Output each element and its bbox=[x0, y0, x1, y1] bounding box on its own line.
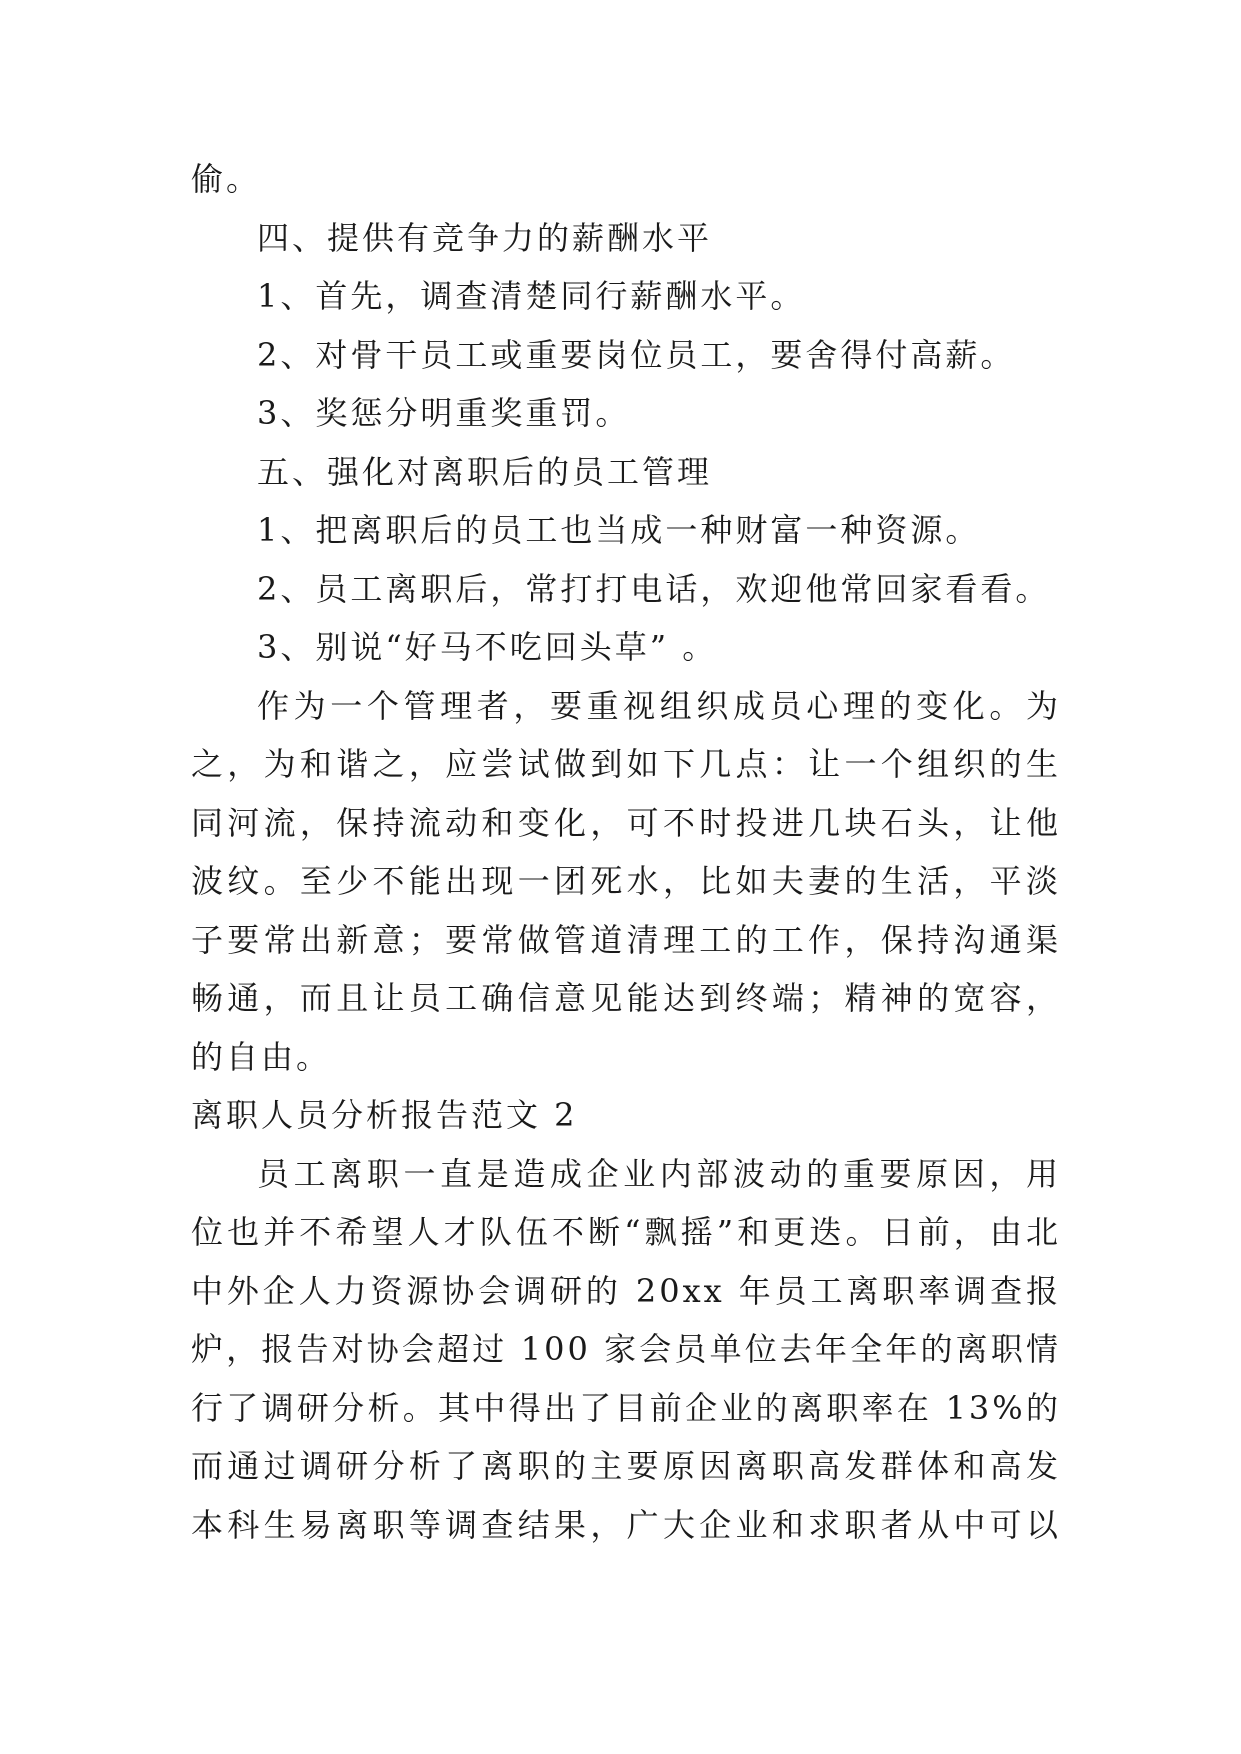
paragraph-line: 同河流，保持流动和变化，可不时投进几块石头，让他 bbox=[191, 803, 1061, 842]
list-item: 1、把离职后的员工也当成一种财富一种资源。 bbox=[257, 511, 981, 549]
paragraph-line: 之，为和谐之，应尝试做到如下几点：让一个组织的生 bbox=[191, 745, 1061, 783]
paragraph-line: 位也并不希望人才队伍不断“飘摇”和更迭。日前，由北 bbox=[191, 1213, 1061, 1251]
document-title: 离职人员分析报告范文 2 bbox=[191, 1096, 578, 1134]
paragraph-line: 畅通，而且让员工确信意见能达到终端；精神的宽容， bbox=[191, 979, 1061, 1017]
paragraph-line: 本科生易离职等调查结果，广大企业和求职者从中可以 bbox=[191, 1505, 1061, 1544]
paragraph-line: 的自由。 bbox=[191, 1037, 332, 1076]
paragraph-line: 子要常出新意；要常做管道清理工的工作，保持沟通渠 bbox=[191, 920, 1061, 959]
paragraph-line: 中外企人力资源协会调研的 20xx 年员工离职率调查报 bbox=[191, 1271, 1061, 1310]
list-item: 1、首先，调查清楚同行薪酬水平。 bbox=[257, 277, 806, 315]
paragraph-line: 而通过调研分析了离职的主要原因离职高发群体和高发 bbox=[191, 1447, 1061, 1485]
section-heading: 五、强化对离职后的员工管理 bbox=[257, 452, 713, 491]
paragraph-line: 行了调研分析。其中得出了目前企业的离职率在 13%的 bbox=[191, 1388, 1061, 1427]
paragraph-line: 作为一个管理者，要重视组织成员心理的变化。为 bbox=[257, 686, 1061, 725]
list-item: 2、员工离职后，常打打电话，欢迎他常回家看看。 bbox=[257, 569, 1051, 608]
text-line: 偷。 bbox=[191, 160, 262, 198]
paragraph-line: 波纹。至少不能出现一团死水，比如夫妻的生活，平淡 bbox=[191, 862, 1061, 900]
list-item: 3、奖惩分明重奖重罚。 bbox=[257, 394, 631, 432]
document-body bbox=[191, 150, 1061, 1554]
section-heading: 四、提供有竞争力的薪酬水平 bbox=[257, 218, 713, 257]
list-item: 3、别说“好马不吃回头草” 。 bbox=[257, 628, 718, 666]
paragraph-line: 炉，报告对协会超过 100 家会员单位去年全年的离职情 bbox=[191, 1330, 1061, 1368]
paragraph-line: 员工离职一直是造成企业内部波动的重要原因，用 bbox=[257, 1154, 1061, 1193]
list-item: 2、对骨干员工或重要岗位员工，要舍得付高薪。 bbox=[257, 335, 1016, 374]
